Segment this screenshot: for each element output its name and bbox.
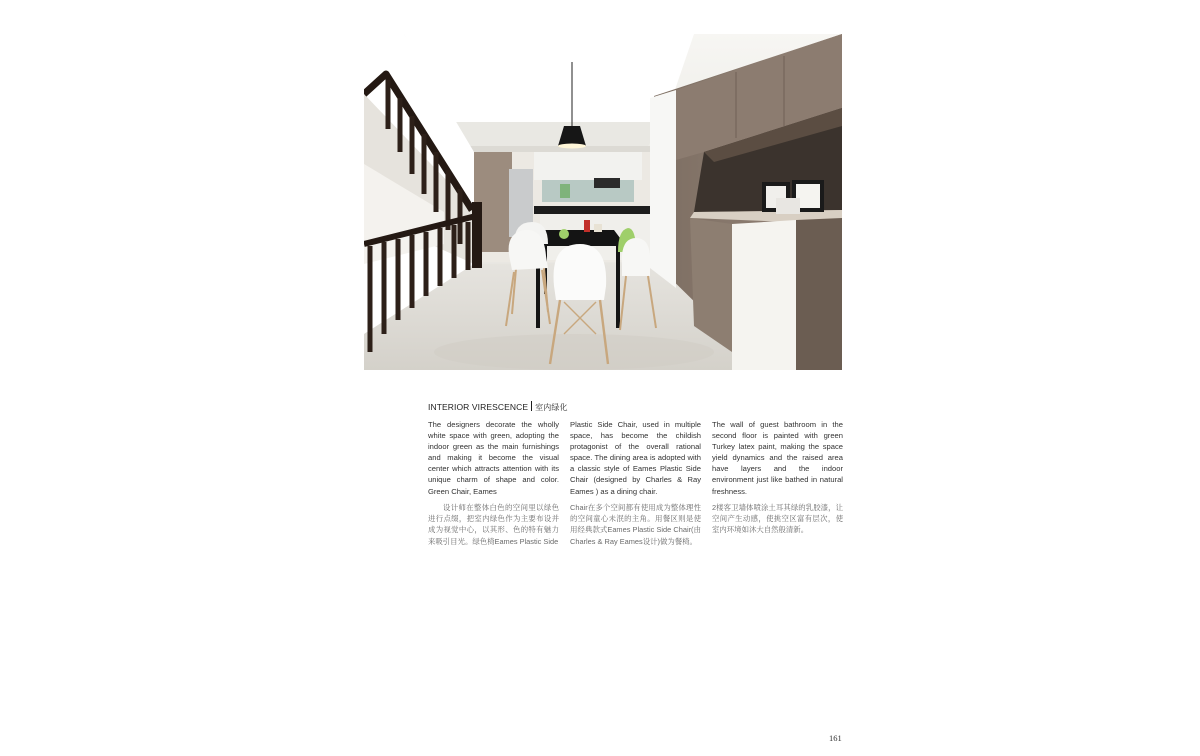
body-en-column-1: The designers decorate the wholly white space with green, adopting the indoor green as the main furnishings and making it become the visual center which attracts attention with its unique charm of shape and color. Green Chair, Eames (428, 420, 559, 496)
body-zh-column-2: Chair在多个空间都有使用成为整体理性的空间童心未泯的主角。用餐区则是使用经典款式Eames Plastic Side Chair(由Charles & Ray Eames设计)做为餐椅。 (570, 503, 701, 546)
body-en-column-3: The wall of guest bathroom in the second floor is painted with green Turkey latex paint, making the space yield dynamics and the raised area have layers and the indoor environment just like bathed in natural freshness. (712, 420, 843, 496)
heading-title-zh: 室内绿化 (535, 403, 568, 412)
section-heading (428, 401, 568, 413)
heading-title-en: INTERIOR VIRESCENCE (428, 402, 529, 412)
dining-room-photo (364, 34, 842, 370)
heading-divider (531, 401, 532, 411)
page-number: 161 (829, 733, 842, 743)
body-zh-column-1: 设计师在整体白色的空间里以绿色进行点缀，把室内绿色作为主要布设并成为视觉中心，以其形、色的特有魅力来吸引目光。绿色椅Eames Plastic Side (428, 503, 559, 546)
body-en-column-2: Plastic Side Chair, used in multiple space, has become the childish protagonist of the overall rational space. The dining area is adopted with a classic style of Eames Plastic Side Chair (designed by Charles & Ray Eames ) as a dining chair. (570, 420, 701, 496)
body-zh-column-3: 2楼客卫墙体喷涂土耳其绿的乳胶漆，让空间产生动感，使挑空区富有层次，使室内环境如沐大自然般清新。 (712, 503, 843, 535)
